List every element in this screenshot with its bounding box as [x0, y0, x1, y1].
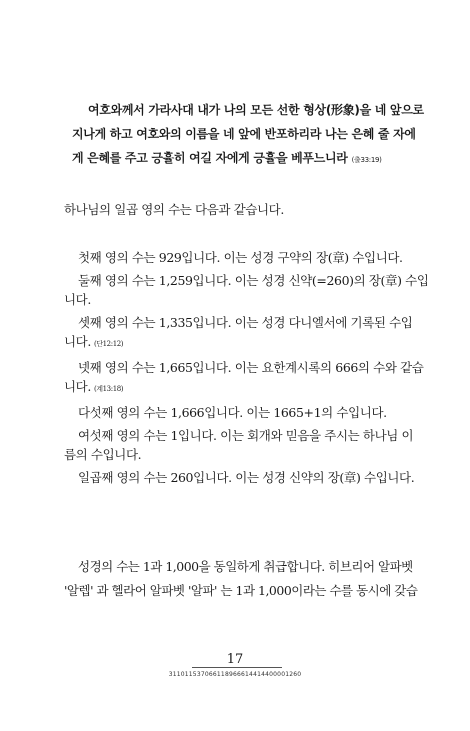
item-line: 름의 수입니다. — [64, 447, 142, 462]
page-number: 17 — [226, 652, 244, 667]
footer-divider — [192, 667, 282, 668]
closing-paragraph — [64, 555, 424, 603]
item-line: 넷째 영의 수는 1,665입니다. 이는 요한계시록의 666의 수와 같습 — [78, 360, 424, 375]
item-line: 다섯째 영의 수는 1,666입니다. 이는 1665+1의 수입니다. — [78, 405, 387, 420]
seven-spirits-list — [64, 248, 429, 491]
verse-reference: (계13:18) — [93, 385, 124, 393]
list-item — [64, 271, 429, 309]
list-item — [64, 358, 424, 399]
quote-reference: (출33:19) — [351, 156, 382, 164]
item-line-text: 니다. — [64, 379, 91, 394]
item-line: 니다. — [64, 292, 91, 307]
list-item — [64, 426, 414, 464]
list-item — [64, 248, 414, 267]
item-line-text: 니다. — [64, 334, 91, 349]
item-line — [64, 332, 414, 354]
closing-line: '알렙' 과 헬라어 알파벳 '알파' 는 1과 1,000이라는 수를 동시에 갖습 — [64, 583, 418, 598]
verse-reference: (단12:12) — [93, 340, 124, 348]
scripture-quote — [72, 98, 424, 172]
item-line: 일곱째 영의 수는 260입니다. 이는 성경 신약의 장(章) 수입니다. — [78, 470, 415, 485]
item-line: 여섯째 영의 수는 1입니다. 이는 회개와 믿음을 주시는 하나님 이 — [78, 428, 414, 443]
intro-paragraph: 하나님의 일곱 영의 수는 다음과 같습니다. — [64, 202, 284, 217]
closing-line: 성경의 수는 1과 1,000을 동일하게 취급합니다. 히브리어 알파벳 — [78, 559, 413, 574]
item-line — [64, 377, 414, 399]
list-item — [64, 313, 414, 354]
quote-line — [72, 146, 412, 172]
footer-code: 311011537066118966614414400001260 — [168, 671, 302, 678]
quote-line-text: 게 은혜를 주고 긍휼히 여길 자에게 긍휼을 베푸느니라 — [72, 151, 348, 165]
item-line: 셋째 영의 수는 1,335입니다. 이는 성경 다니엘서에 기록된 수입 — [78, 315, 413, 330]
item-line: 둘째 영의 수는 1,259입니다. 이는 성경 신약(=260)의 장(章) 수입 — [78, 273, 429, 288]
list-item — [64, 468, 414, 487]
quote-line: 지나게 하고 여호와의 이름을 네 앞에 반포하리라 나는 은혜 줄 자에 — [72, 127, 416, 141]
item-line: 첫째 영의 수는 929입니다. 이는 성경 구약의 장(章) 수입니다. — [78, 250, 403, 265]
list-item — [64, 403, 414, 422]
quote-line: 여호와께서 가라사대 내가 나의 모든 선한 형상(形象)을 네 앞으로 — [88, 103, 424, 117]
